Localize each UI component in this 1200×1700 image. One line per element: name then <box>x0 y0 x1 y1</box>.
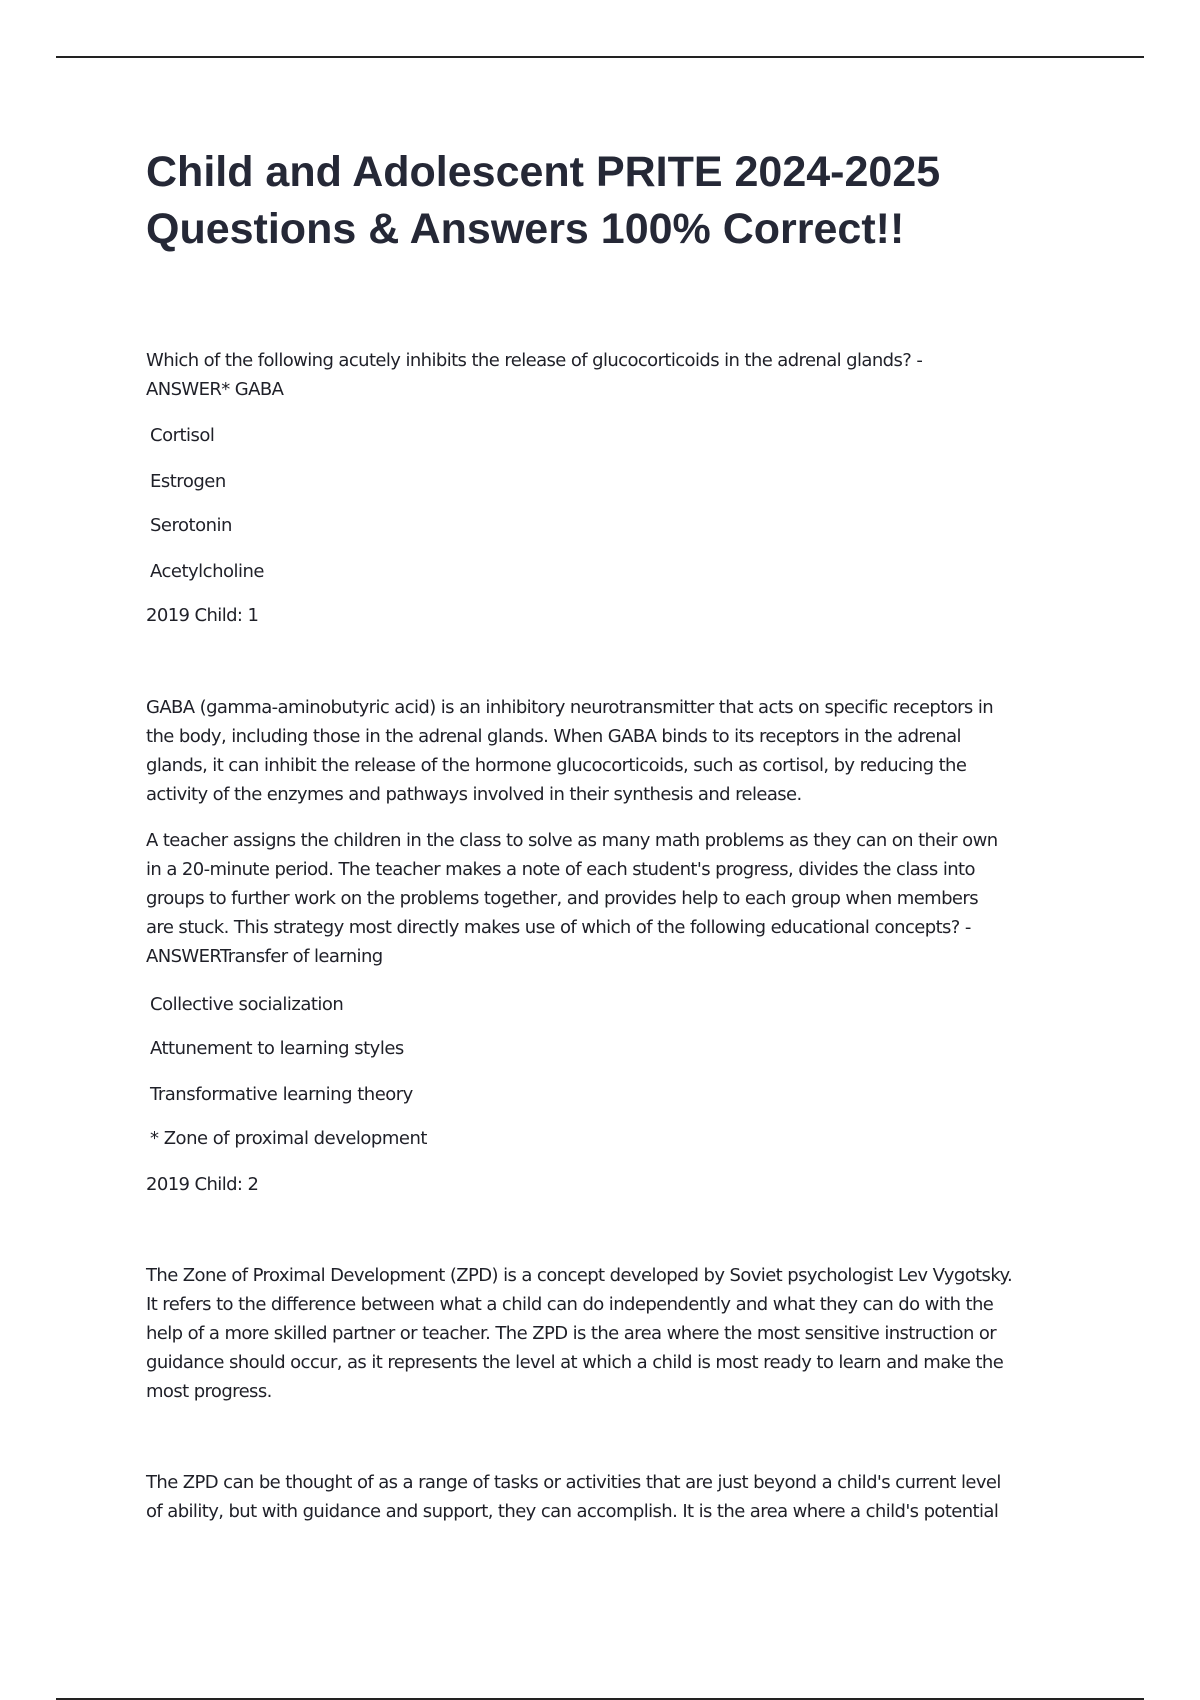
question-2-line: groups to further work on the problems together, and provides help to each group when members <box>146 888 978 909</box>
question-2-explanation-continued <box>146 1468 1076 1526</box>
question-2-option-4: * Zone of proximal development <box>150 1128 427 1149</box>
title-line-1: Child and Adolescent PRITE 2024-2025 <box>146 148 941 196</box>
explanation-line: activity of the enzymes and pathways involved in their synthesis and release. <box>146 784 802 805</box>
explanation-line: of ability, but with guidance and support, they can accomplish. It is the area where a child's potential <box>146 1501 999 1522</box>
explanation-line: the body, including those in the adrenal glands. When GABA binds to its receptors in the adrenal <box>146 726 961 747</box>
question-2-source: 2019 Child: 2 <box>146 1174 259 1195</box>
question-2-line: are stuck. This strategy most directly makes use of which of the following educational concepts? - <box>146 917 971 938</box>
explanation-line: The Zone of Proximal Development (ZPD) is a concept developed by Soviet psychologist Lev Vygotsky. <box>146 1265 1013 1286</box>
title-line-2: Questions & Answers 100% Correct!! <box>146 205 905 253</box>
question-1-source: 2019 Child: 1 <box>146 605 259 626</box>
question-2-option-2: Attunement to learning styles <box>150 1038 404 1059</box>
explanation-line: The ZPD can be thought of as a range of tasks or activities that are just beyond a child's current level <box>146 1472 1001 1493</box>
question-2-line: in a 20-minute period. The teacher makes a note of each student's progress, divides the class into <box>146 859 975 880</box>
explanation-line: It refers to the difference between what a child can do independently and what they can do with the <box>146 1294 994 1315</box>
question-1 <box>146 346 1076 404</box>
explanation-line: GABA (gamma-aminobutyric acid) is an inhibitory neurotransmitter that acts on specific receptors in <box>146 697 994 718</box>
question-2-line: A teacher assigns the children in the class to solve as many math problems as they can on their own <box>146 830 998 851</box>
question-2-option-1: Collective socialization <box>150 994 344 1015</box>
question-1-option-3: Serotonin <box>150 515 232 536</box>
question-1-option-1: Cortisol <box>150 425 215 446</box>
question-2-option-3: Transformative learning theory <box>150 1084 413 1105</box>
question-2-explanation <box>146 1261 1076 1406</box>
question-2-answer: ANSWERTransfer of learning <box>146 946 383 967</box>
explanation-line: glands, it can inhibit the release of the hormone glucocorticoids, such as cortisol, by reducing the <box>146 755 967 776</box>
question-1-option-4: Acetylcholine <box>150 561 264 582</box>
explanation-line: help of a more skilled partner or teacher. The ZPD is the area where the most sensitive instruction or <box>146 1323 997 1344</box>
explanation-line: guidance should occur, as it represents the level at which a child is most ready to learn and make the <box>146 1352 1004 1373</box>
explanation-line: most progress. <box>146 1381 272 1402</box>
page-top-rule <box>56 56 1144 58</box>
question-1-explanation <box>146 693 1076 809</box>
question-1-line-1: Which of the following acutely inhibits the release of glucocorticoids in the adrenal glands? - <box>146 350 923 371</box>
question-1-option-2: Estrogen <box>150 471 226 492</box>
question-1-answer: ANSWER* GABA <box>146 379 284 400</box>
document-title <box>146 144 1066 258</box>
question-2 <box>146 826 1076 971</box>
